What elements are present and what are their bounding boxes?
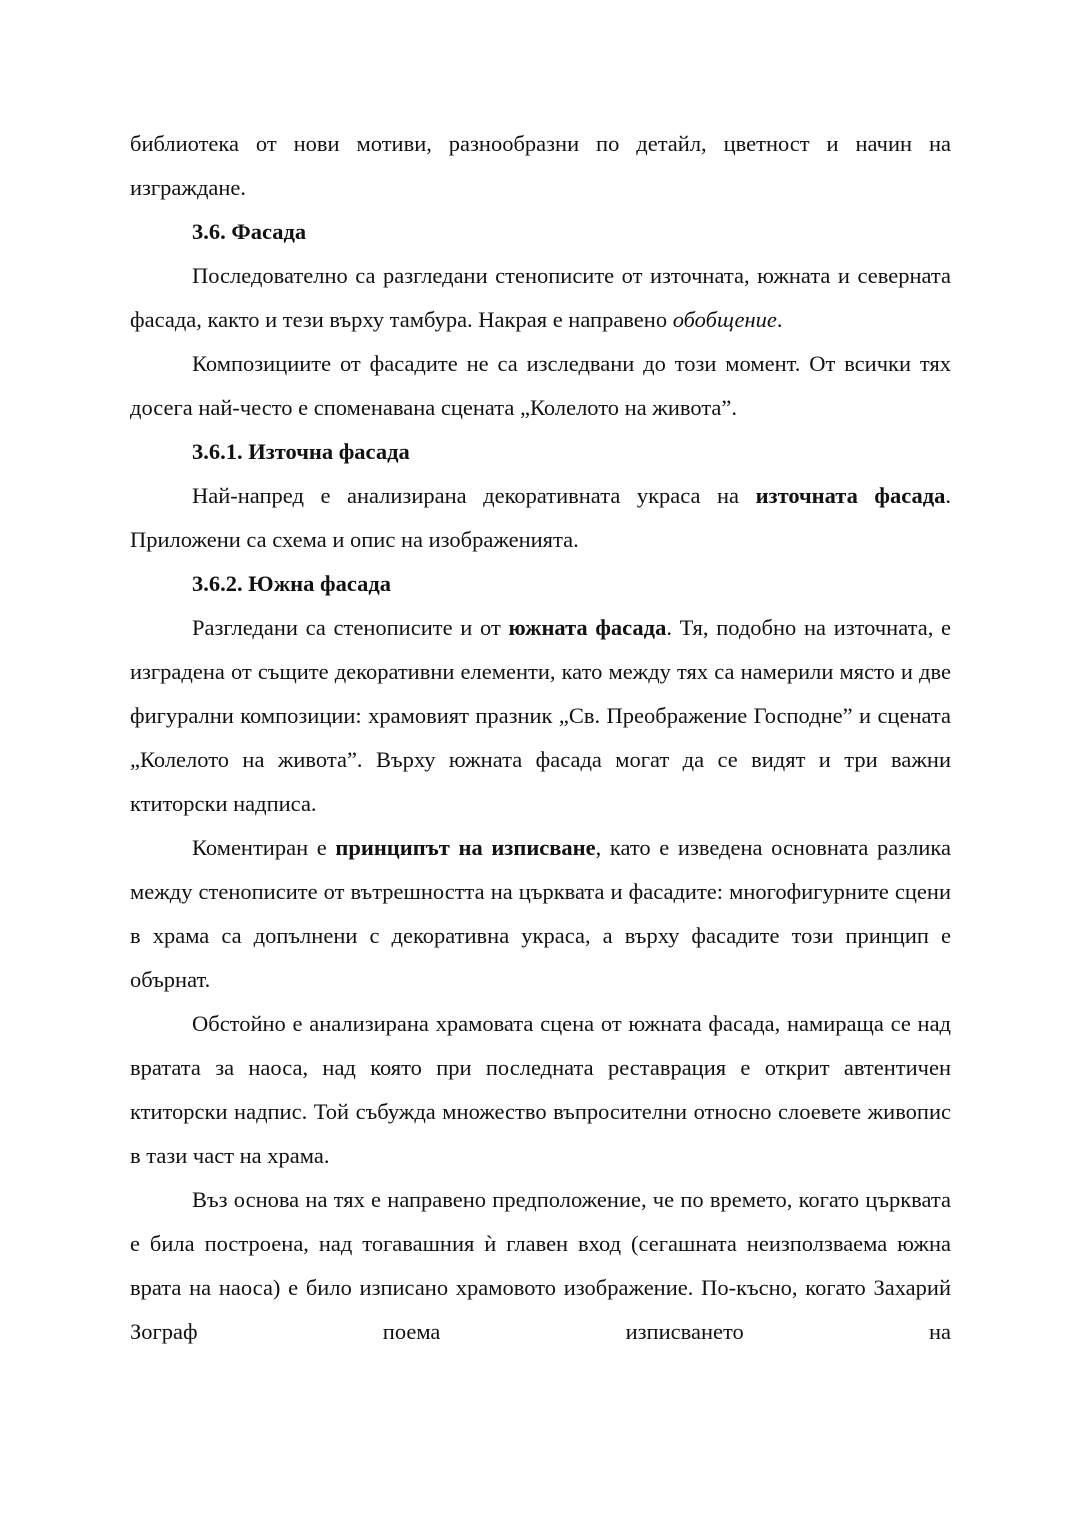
paragraph-south-facade — [130, 606, 951, 826]
paragraph-assumption: Въз основа на тях е направено предположение, че по времето, когато църквата е била построена, над тогавашния ѝ главен вход (сегашната неизползваема южна врата на наоса) е било изписано храмовото изображение. По-късно, когато Захарий Зограф поема изписването на — [130, 1187, 951, 1344]
text-run: . — [776, 307, 783, 332]
text-run: . Тя, подобно на източната, е изградена от същите декоративни елементи, като между тях са намерили място и две фигурални композиции: храмовият празник „Св. Преображение Господне” и сцената „Колелото на живота”. Върху южната фасада могат да се видят и три важни ктиторски надписа. — [130, 615, 952, 816]
paragraph-continued: библиотека от нови мотиви, разнообразни по детайл, цветност и начин на изграждане. — [130, 131, 951, 200]
heading-3-6-2: 3.6.2. Южна фасада — [192, 571, 391, 596]
paragraph-temple-scene: Обстойно е анализирана храмовата сцена от южната фасада, намираща се над вратата за наоса, над която при последната реставрация е открит автентичен ктиторски надпис. Той събужда множество въпросителни относно слоевете живопис в тази част на храма. — [130, 1011, 951, 1168]
text-run: Най-напред е анализирана декоративната украса на — [192, 483, 756, 508]
paragraph-facade-overview — [130, 254, 951, 342]
text-run: , като е изведена основната разлика между стенописите от вътрешността на църквата и фасадите: многофигурните сцени в храма са допълнени с декоративна украса, а върху фасадите този принцип е обърнат. — [130, 835, 951, 992]
bold-run: принципът на изписване — [335, 835, 596, 860]
document-page — [130, 122, 951, 1354]
heading-3-6: 3.6. Фасада — [192, 219, 307, 244]
text-run: Последователно са разгледани стенописите от източната, южната и северната фасада, както и тези върху тамбура. Накрая е направено — [130, 263, 951, 332]
text-run: . Приложени са схема и опис на изображенията. — [130, 483, 951, 552]
bold-run: източната фасада — [755, 483, 946, 508]
bold-run: южната фасада — [508, 615, 667, 640]
paragraph-east-facade — [130, 474, 951, 562]
heading-3-6-1: 3.6.1. Източна фасада — [192, 439, 410, 464]
paragraph-compositions: Композициите от фасадите не са изследвани до този момент. От всички тях досега най-често е споменавана сцената „Колелото на живота”. — [130, 351, 951, 420]
text-run: Коментиран е — [192, 835, 336, 860]
paragraph-painting-principle — [130, 826, 951, 1002]
text-run: Разгледани са стенописите и от — [192, 615, 509, 640]
italic-run: обобщение — [672, 307, 777, 332]
